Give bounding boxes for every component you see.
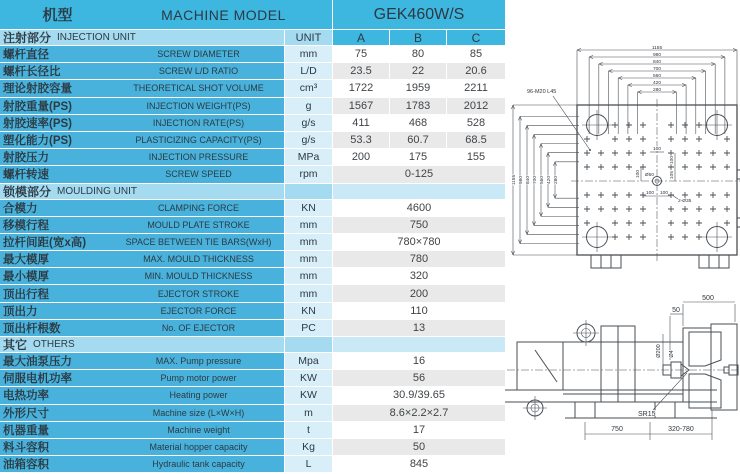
section-title <box>0 337 284 352</box>
value-cell: 8.6×2.2×2.7 <box>333 405 505 421</box>
value-cell: 23.5 <box>333 63 389 79</box>
spec-label-cn: 外形尺寸 <box>3 407 49 420</box>
spec-label-cn: 射胶压力 <box>3 152 49 165</box>
spec-label <box>0 63 284 79</box>
value-cell: 1783 <box>390 98 446 114</box>
spec-label <box>0 370 284 386</box>
machine-model-label-en: MACHINE MODEL <box>161 6 286 23</box>
table-row <box>0 320 505 336</box>
table-row <box>0 251 505 267</box>
value-cell: 16 <box>333 353 505 369</box>
spec-label-en: MIN. MOULD THICKNESS <box>144 271 253 282</box>
spec-label-cn: 射胶速率(PS) <box>3 117 72 130</box>
value-cell: 4600 <box>333 200 505 216</box>
value-cell: 17 <box>333 422 505 438</box>
value-cell: 1959 <box>390 80 446 96</box>
spec-label-cn: 塑化能力(PS) <box>3 135 72 148</box>
spec-label <box>0 200 284 216</box>
dim-label: 100 <box>636 169 641 179</box>
unit-cell: rpm <box>285 166 332 182</box>
value-cell: 20.6 <box>447 63 505 79</box>
spec-label-en: Hydraulic tank capacity <box>152 459 245 470</box>
value-cell: 200 <box>333 285 505 301</box>
unit-cell: mm <box>285 217 332 233</box>
dim-label-nozzle-hole: Ø4 <box>669 350 675 358</box>
table-row <box>0 439 505 455</box>
machine-model-label <box>0 0 332 29</box>
spec-label <box>0 387 284 403</box>
spec-label-cn: 顶出行程 <box>3 288 49 301</box>
spec-label-en: MOULD PLATE STROKE <box>147 219 250 230</box>
thread-spec <box>527 89 591 151</box>
column-header-c: C <box>447 30 505 45</box>
table-row <box>0 234 505 250</box>
dim-label-center-hole: Ø50 <box>644 173 654 178</box>
unit-cell: g/s <box>285 132 332 148</box>
unit-cell: cm³ <box>285 80 332 96</box>
dim-label: 980 <box>519 175 524 185</box>
platen-center-details <box>571 99 740 262</box>
unit-cell: KW <box>285 370 332 386</box>
value-cell: 2012 <box>447 98 505 114</box>
spec-label-en: SPACE BETWEEN TIE BARS(WxH) <box>125 236 272 247</box>
unit-cell: mm <box>285 234 332 250</box>
spec-label-en: MAX. MOULD THICKNESS <box>143 254 254 265</box>
spec-label-cn: 射胶重量(PS) <box>3 100 72 113</box>
dim-label: 420 <box>547 175 552 185</box>
unit-cell: PC <box>285 320 332 336</box>
machine-model-value: GEK460W/S <box>333 0 505 29</box>
table-row <box>0 63 505 79</box>
dim-label: 100 <box>670 155 675 165</box>
table-row <box>0 166 505 182</box>
dim-label: 280 <box>652 87 662 93</box>
spec-label <box>0 405 284 421</box>
table-row <box>0 98 505 114</box>
value-cell: 528 <box>447 115 505 131</box>
value-cell: 468 <box>390 115 446 131</box>
spec-label <box>0 115 284 131</box>
column-header-b: B <box>390 30 446 45</box>
spec-label-en: INJECTION RATE(PS) <box>152 117 245 128</box>
platen-left-dims <box>511 105 579 255</box>
table-row <box>0 285 505 301</box>
dim-label: 1155 <box>512 174 517 186</box>
dim-label: 980 <box>652 52 662 58</box>
spec-label-cn: 最小模厚 <box>3 271 49 284</box>
spec-label <box>0 422 284 438</box>
spec-label <box>0 166 284 182</box>
unit-cell: Mpa <box>285 353 332 369</box>
dim-label: 100 <box>652 147 662 152</box>
section-title-cn: 锁模部分 <box>3 184 52 199</box>
dim-label: 420 <box>652 80 662 86</box>
table-row <box>0 132 505 148</box>
table-row <box>0 370 505 386</box>
spec-label-en: SCREW L/D RATIO <box>158 66 239 77</box>
section-span-cell <box>333 184 505 199</box>
spec-label <box>0 234 284 250</box>
spec-label-cn: 螺杆长径比 <box>3 66 61 79</box>
dim-label-sr15: SR15 <box>638 411 656 418</box>
section-row-1 <box>0 184 505 199</box>
dim-label-2-holes: 2-Ø35 <box>678 199 692 204</box>
value-cell: 75 <box>333 46 389 62</box>
spec-label-en: Heating power <box>169 390 228 401</box>
spec-label-cn: 伺服电机功率 <box>3 373 72 386</box>
unit-column-header: UNIT <box>285 30 332 45</box>
section-row-0 <box>0 30 505 45</box>
dim-label-500: 500 <box>702 295 714 302</box>
value-cell: 68.5 <box>447 132 505 148</box>
spec-label-en: THEORETICAL SHOT VOLUME <box>133 83 264 94</box>
unit-cell: mm <box>285 285 332 301</box>
unit-cell: t <box>285 422 332 438</box>
spec-label-cn: 螺杆直径 <box>3 49 49 62</box>
spec-label-cn: 电热功率 <box>3 390 49 403</box>
value-cell: 50 <box>333 439 505 455</box>
value-cell: 60.7 <box>390 132 446 148</box>
dim-label-mould-range: 320-780 <box>668 426 694 433</box>
dim-label: 840 <box>652 59 662 65</box>
section-title <box>0 30 284 45</box>
side-dim-lines <box>585 302 735 440</box>
value-cell: 80 <box>390 46 446 62</box>
value-cell: 13 <box>333 320 505 336</box>
spec-label-cn: 顶出力 <box>3 305 38 318</box>
spec-label-en: INJECTION WEIGHT(PS) <box>146 100 251 111</box>
table-row <box>0 46 505 62</box>
spec-label-en: SCREW SPEED <box>165 169 232 180</box>
table-row <box>0 303 505 319</box>
section-title-en: MOULDING UNIT <box>57 185 138 197</box>
dim-label-50: 50 <box>672 307 680 314</box>
section-title-cn: 其它 <box>3 338 28 352</box>
value-cell: 750 <box>333 217 505 233</box>
spec-label <box>0 149 284 165</box>
value-cell: 780 <box>333 251 505 267</box>
spec-label <box>0 46 284 62</box>
unit-cell: L <box>285 456 332 472</box>
section-title <box>0 184 284 199</box>
platen-feet <box>591 255 729 268</box>
unit-column-header <box>285 184 332 199</box>
table-row <box>0 422 505 438</box>
unit-cell: KN <box>285 200 332 216</box>
dim-label: 1155 <box>651 45 663 51</box>
section-title-cn: 注射部分 <box>3 31 52 45</box>
value-cell: 53.3 <box>333 132 389 148</box>
spec-label-cn: 最大模厚 <box>3 254 49 267</box>
spec-label-en: No. OF EJECTOR <box>161 322 236 333</box>
column-header-a: A <box>333 30 389 45</box>
spec-label <box>0 251 284 267</box>
value-cell: 200 <box>333 149 389 165</box>
unit-cell: Kg <box>285 439 332 455</box>
section-span-cell <box>333 337 505 352</box>
value-cell: 1722 <box>333 80 389 96</box>
value-cell: 845 <box>333 456 505 472</box>
spec-label <box>0 268 284 284</box>
spec-label <box>0 456 284 472</box>
spec-label-cn: 油箱容积 <box>3 459 49 472</box>
dim-label: 700 <box>533 175 538 185</box>
unit-cell: mm <box>285 46 332 62</box>
spec-label-en: INJECTION PRESSURE <box>148 152 249 163</box>
table-row <box>0 405 505 421</box>
table-row <box>0 353 505 369</box>
value-cell: 85 <box>447 46 505 62</box>
value-cell: 175 <box>390 149 446 165</box>
spec-label-en: MAX. Pump pressure <box>155 356 242 367</box>
spec-label-en: Pump motor power <box>160 373 237 384</box>
dim-label: 560 <box>652 73 662 79</box>
table-row <box>0 200 505 216</box>
spec-label-en: SCREW DIAMETER <box>157 49 240 60</box>
value-cell: 780×780 <box>333 234 505 250</box>
dim-label: 840 <box>526 175 531 185</box>
section-row-2 <box>0 337 505 352</box>
spec-label <box>0 303 284 319</box>
platen-drawing <box>505 0 740 300</box>
table-row <box>0 80 505 96</box>
table-row <box>0 268 505 284</box>
dim-label: 100 <box>645 191 655 196</box>
spec-label <box>0 285 284 301</box>
unit-cell: m <box>285 405 332 421</box>
dim-label-750: 750 <box>611 426 623 433</box>
section-title-en: OTHERS <box>33 339 75 350</box>
section-title-en: INJECTION UNIT <box>57 32 136 43</box>
table-row <box>0 456 505 472</box>
spec-label-cn: 机器重量 <box>3 424 49 437</box>
dim-label: 280 <box>554 175 559 185</box>
dim-label-bore: Ø200 <box>656 344 662 358</box>
unit-cell: KN <box>285 303 332 319</box>
unit-cell: g <box>285 98 332 114</box>
spec-label-cn: 拉杆间距(宽x高) <box>3 236 87 249</box>
table-row <box>0 387 505 403</box>
spec-label-cn: 螺杆转速 <box>3 169 49 182</box>
spec-label-cn: 料斗容积 <box>3 442 49 455</box>
dim-label: 700 <box>652 66 662 72</box>
dim-label: 100 <box>659 191 669 196</box>
unit-cell: mm <box>285 251 332 267</box>
table-row <box>0 115 505 131</box>
spec-label-cn: 合模力 <box>3 202 38 215</box>
spec-label <box>0 320 284 336</box>
spec-label-en: EJECTOR FORCE <box>160 305 237 316</box>
spec-label-en: PLASTICIZING CAPACITY(PS) <box>135 135 262 146</box>
spec-label-cn: 移模行程 <box>3 219 49 232</box>
value-cell: 2211 <box>447 80 505 96</box>
value-cell: 411 <box>333 115 389 131</box>
unit-cell: g/s <box>285 115 332 131</box>
unit-cell: L/D <box>285 63 332 79</box>
machine-body <box>505 324 737 418</box>
spec-label <box>0 217 284 233</box>
value-cell: 155 <box>447 149 505 165</box>
unit-cell: mm <box>285 268 332 284</box>
spec-label <box>0 353 284 369</box>
spec-label-en: EJECTOR STROKE <box>157 288 240 299</box>
machine-model-label-cn: 机型 <box>42 7 73 24</box>
spec-label <box>0 80 284 96</box>
value-cell: 22 <box>390 63 446 79</box>
value-cell: 30.9/39.65 <box>333 387 505 403</box>
value-cell: 320 <box>333 268 505 284</box>
unit-cell: KW <box>285 387 332 403</box>
value-cell: 56 <box>333 370 505 386</box>
spec-label-cn: 理论射胶容量 <box>3 83 72 96</box>
value-cell: 1567 <box>333 98 389 114</box>
spec-label-en: Material hopper capacity <box>149 442 248 453</box>
spec-label <box>0 132 284 148</box>
value-cell: 110 <box>333 303 505 319</box>
value-cell: 0-125 <box>333 166 505 182</box>
unit-cell: MPa <box>285 149 332 165</box>
spec-label-cn: 顶出杆根数 <box>3 322 61 335</box>
table-row <box>0 217 505 233</box>
side-view-drawing <box>505 290 740 474</box>
table-row <box>0 149 505 165</box>
dim-label: 560 <box>540 175 545 185</box>
spec-label <box>0 98 284 114</box>
spec-label-en: Machine size (L×W×H) <box>152 407 245 418</box>
spec-label <box>0 439 284 455</box>
unit-column-header <box>285 337 332 352</box>
dim-label: 105 <box>670 170 675 180</box>
thread-spec-label: 96-M20 L45 <box>527 89 557 95</box>
spec-label-en: Machine weight <box>167 424 230 435</box>
spec-label-en: CLAMPING FORCE <box>157 202 239 213</box>
spec-label-cn: 最大油泵压力 <box>3 356 72 369</box>
table-header-row <box>0 0 505 29</box>
